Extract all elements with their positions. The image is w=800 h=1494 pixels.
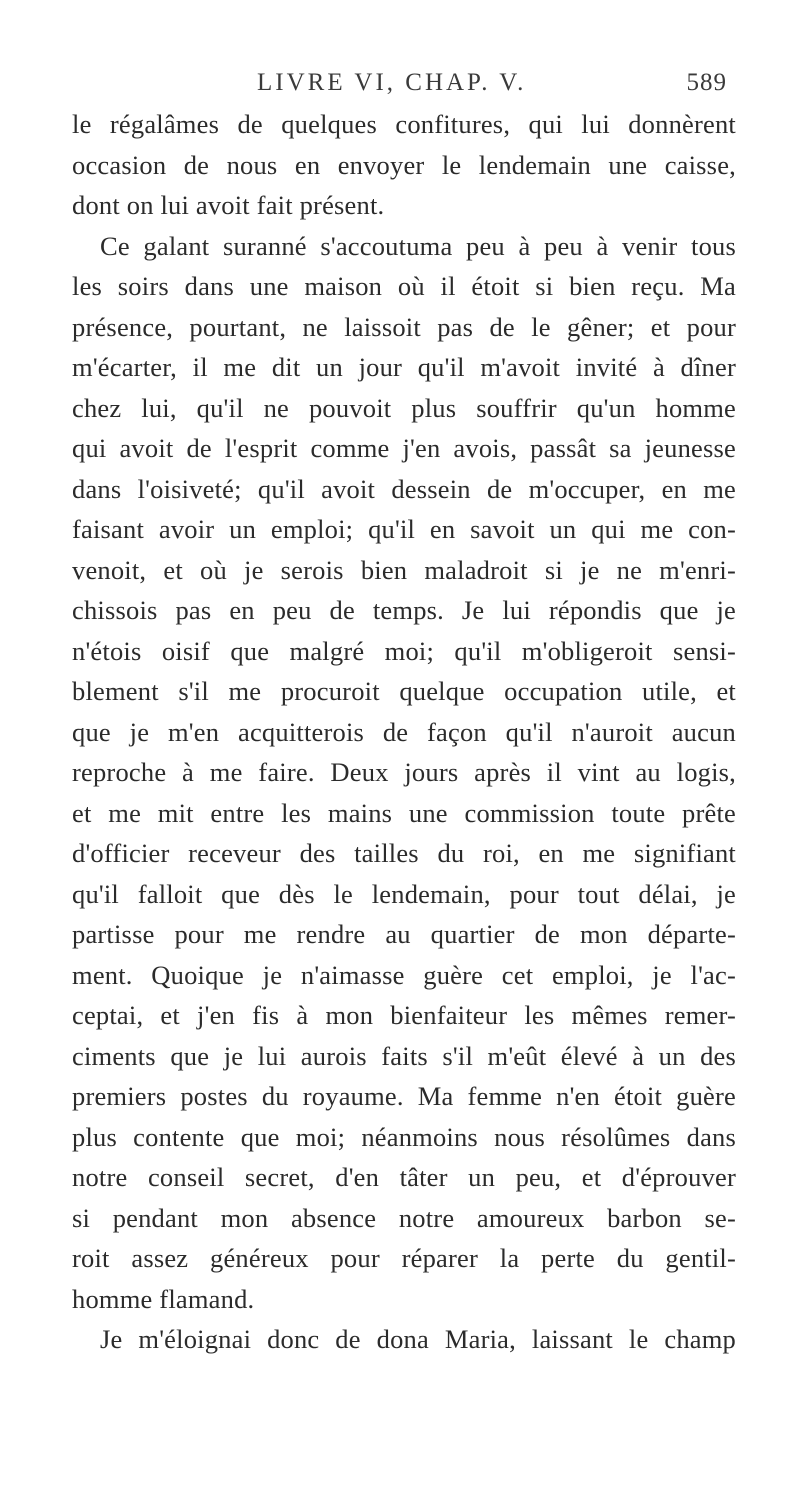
text-line: dans l'oisiveté; qu'il avoit dessein de m'occuper, en me [72, 473, 736, 504]
body-text [72, 104, 736, 1360]
text-line: partisse pour me rendre au quartier de mon départe- [72, 919, 736, 949]
text-line: notre conseil secret, d'en tâter un peu, et d'éprouver [72, 1162, 736, 1192]
text-line: dont on lui avoit fait présent. [72, 190, 385, 220]
page-number: 589 [686, 69, 727, 96]
text-line: m'écarter, il me dit un jour qu'il m'avoit invité à dîner [72, 352, 736, 382]
text-line: et me mit entre les mains une commission toute prête [72, 797, 736, 828]
text-line: occasion de nous en envoyer le lendemain une caisse, [72, 149, 736, 180]
text-line: le régalâmes de quelques confitures, qui lui donnèrent [72, 109, 736, 139]
running-header [257, 65, 727, 101]
text-line: chissois pas en peu de temps. Je lui répondis que je [72, 595, 736, 625]
text-line: Ce galant suranné s'accoutuma peu à peu à venir tous [100, 230, 736, 261]
text-line: faisant avoir un emploi; qu'il en savoit un qui me con- [72, 514, 736, 544]
text-line: les soirs dans une maison où il étoit si bien reçu. Ma [72, 271, 736, 301]
text-line: que je m'en acquitterois de façon qu'il n'auroit aucun [72, 716, 736, 747]
text-line: si pendant mon absence notre amoureux barbon se- [72, 1202, 736, 1233]
text-line: premiers postes du royaume. Ma femme n'en étoit guère [72, 1081, 736, 1111]
text-line: qui avoit de l'esprit comme j'en avois, passât sa jeunesse [72, 433, 736, 463]
text-line: plus contente que moi; néanmoins nous résolûmes dans [72, 1121, 736, 1152]
text-line: ceptai, et j'en fis à mon bienfaiteur les mêmes remer- [72, 1000, 736, 1030]
text-line: présence, pourtant, ne laissoit pas de le gêner; et pour [72, 311, 736, 342]
running-title: LIVRE VI, CHAP. V. [257, 69, 527, 96]
text-line: homme flamand. [72, 1283, 255, 1314]
text-line: roit assez généreux pour réparer la perte du gentil- [72, 1243, 736, 1273]
text-line: reproche à me faire. Deux jours après il vint au logis, [72, 757, 736, 787]
text-line: Je m'éloignai donc de dona Maria, laissant le champ [100, 1324, 736, 1354]
text-line: n'étois oisif que malgré moi; qu'il m'obligeroit sensi- [72, 635, 736, 666]
text-line: ciments que je lui aurois faits s'il m'eût élevé à un des [72, 1040, 736, 1071]
text-line: chez lui, qu'il ne pouvoit plus souffrir qu'un homme [72, 392, 736, 423]
text-line: venoit, et où je serois bien maladroit si je ne m'enri- [72, 554, 736, 585]
text-line: d'officier receveur des tailles du roi, en me signifiant [72, 838, 736, 868]
text-line: qu'il falloit que dès le lendemain, pour tout délai, je [72, 878, 736, 909]
text-line: ment. Quoique je n'aimasse guère cet emploi, je l'ac- [72, 959, 736, 990]
text-line: blement s'il me procuroit quelque occupation utile, et [72, 676, 736, 706]
